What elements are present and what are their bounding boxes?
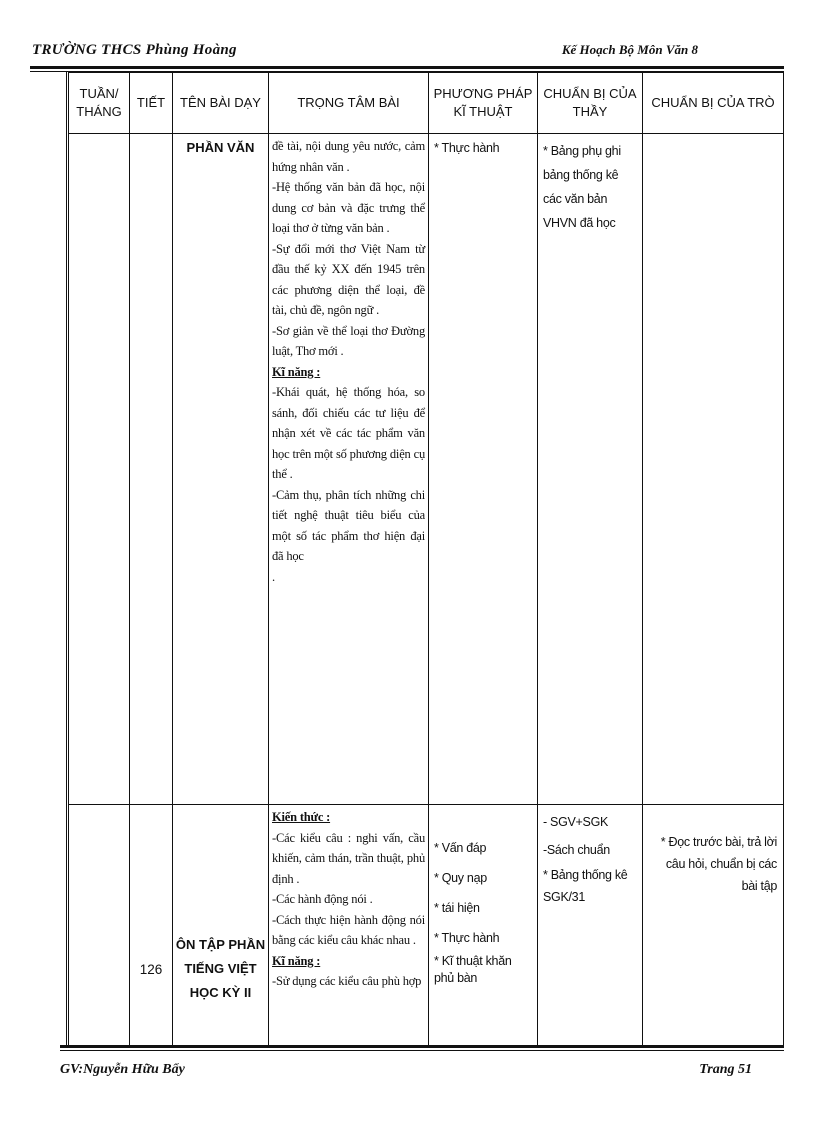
row2-knowledge-line: -Cách thực hiện hành động nói bằng các kiểu câu khác nhau . bbox=[272, 912, 425, 947]
row1-skills-label: Kĩ năng : bbox=[272, 364, 321, 379]
row1-student-prep bbox=[643, 134, 784, 805]
row1-skills-line: -Cảm thụ, phân tích những chi tiết nghệ thuật tiêu biểu của một số tác phẩm thơ hiện đại đã học bbox=[272, 487, 425, 563]
header-rule-thick bbox=[30, 66, 784, 69]
footer-rule-thick bbox=[60, 1045, 784, 1048]
row2-teacher-prep-item: * Bảng thống kê SGK/31 bbox=[543, 868, 628, 904]
row1-week bbox=[69, 134, 130, 805]
row2-period: 126 bbox=[130, 805, 173, 1046]
row1-teacher-prep: * Bảng phụ ghi bảng thống kê các văn bản VHVN đã học bbox=[538, 134, 643, 805]
header-method: PHƯƠNG PHÁP KĨ THUẬT bbox=[429, 73, 538, 134]
header-week: TUẦN/ THÁNG bbox=[69, 73, 130, 134]
header-period: TIẾT bbox=[130, 73, 173, 134]
row2-teacher-prep bbox=[538, 805, 643, 1046]
row1-skills-line: . bbox=[272, 569, 275, 584]
table-header-row bbox=[69, 73, 784, 134]
row2-knowledge-label: Kiến thức : bbox=[272, 810, 331, 824]
row2-teacher-prep-item: -Sách chuẩn bbox=[543, 843, 610, 857]
row1-focus-line: -Hệ thống văn bản đã học, nội dung cơ bản và đặc trưng thể loại thơ ở từng văn bản . bbox=[272, 180, 425, 235]
row2-knowledge-line: -Các hành động nói . bbox=[272, 892, 373, 906]
row1-focus-line: đề tài, nội dung yêu nước, cảm hứng nhân văn . bbox=[272, 139, 425, 174]
row1-focus bbox=[269, 134, 429, 805]
teacher-name: GV:Nguyễn Hữu Bẩy bbox=[60, 1062, 185, 1077]
row1-lesson-title: PHẦN VĂN bbox=[173, 134, 269, 805]
row2-teacher-prep-item: - SGV+SGK bbox=[543, 815, 609, 829]
row2-methods bbox=[429, 805, 538, 1046]
row2-lesson-title: ÔN TẬP PHẦN TIẾNG VIỆT HỌC KỲ II bbox=[173, 805, 269, 1046]
row2-knowledge-line: -Các kiểu câu : nghi vấn, cầu khiến, cảm thán, trần thuật, phủ định . bbox=[272, 830, 425, 886]
header-focus: TRỌNG TÂM BÀI bbox=[269, 73, 429, 134]
row2-focus bbox=[269, 805, 429, 1046]
row2-week bbox=[69, 805, 130, 1046]
row2-student-prep: * Đọc trước bài, trả lời câu hỏi, chuẩn bị các bài tập bbox=[643, 805, 784, 1046]
lesson-plan-table bbox=[68, 72, 784, 1046]
header-teacher-prep: CHUẨN BỊ CỦA THẦY bbox=[538, 73, 643, 134]
row2-skills-label: Kĩ năng : bbox=[272, 953, 321, 968]
header-student-prep: CHUẨN BỊ CỦA TRÒ bbox=[643, 73, 784, 134]
footer-rule-thin bbox=[60, 1050, 784, 1051]
row1-skills-line: -Khái quát, hệ thống hóa, so sánh, đối chiếu các tư liệu để nhận xét về các tác phẩm văn học trên một số phương diện cụ thể . bbox=[272, 385, 425, 481]
table-row bbox=[69, 134, 784, 805]
page-number: Trang 51 bbox=[699, 1062, 752, 1077]
row1-focus-line: -Sơ giản về thể loại thơ Đường luật, Thơ mới . bbox=[272, 323, 425, 358]
table-row bbox=[69, 805, 784, 1046]
row2-method-item: * Quy nạp bbox=[434, 871, 487, 885]
header-lesson: TÊN BÀI DẠY bbox=[173, 73, 269, 134]
plan-title: Kế Hoạch Bộ Môn Văn 8 bbox=[561, 42, 698, 57]
row2-method-item: * Kĩ thuật khăn phủ bàn bbox=[434, 954, 512, 985]
school-name: TRƯỜNG THCS Phùng Hoàng bbox=[32, 42, 237, 58]
row2-skills-line: -Sử dụng các kiểu câu phù hợp bbox=[272, 974, 422, 988]
row2-method-item: * Thực hành bbox=[434, 931, 500, 945]
row2-method-item: * tái hiện bbox=[434, 901, 480, 915]
row2-method-item: * Vấn đáp bbox=[434, 841, 487, 855]
row1-focus-line: -Sự đổi mới thơ Việt Nam từ đầu thế kỷ XX đến 1945 trên các phương diện thể loại, đề tài, chủ đề, ngôn ngữ . bbox=[272, 241, 425, 317]
row1-period bbox=[130, 134, 173, 805]
row1-method: * Thực hành bbox=[429, 134, 538, 805]
